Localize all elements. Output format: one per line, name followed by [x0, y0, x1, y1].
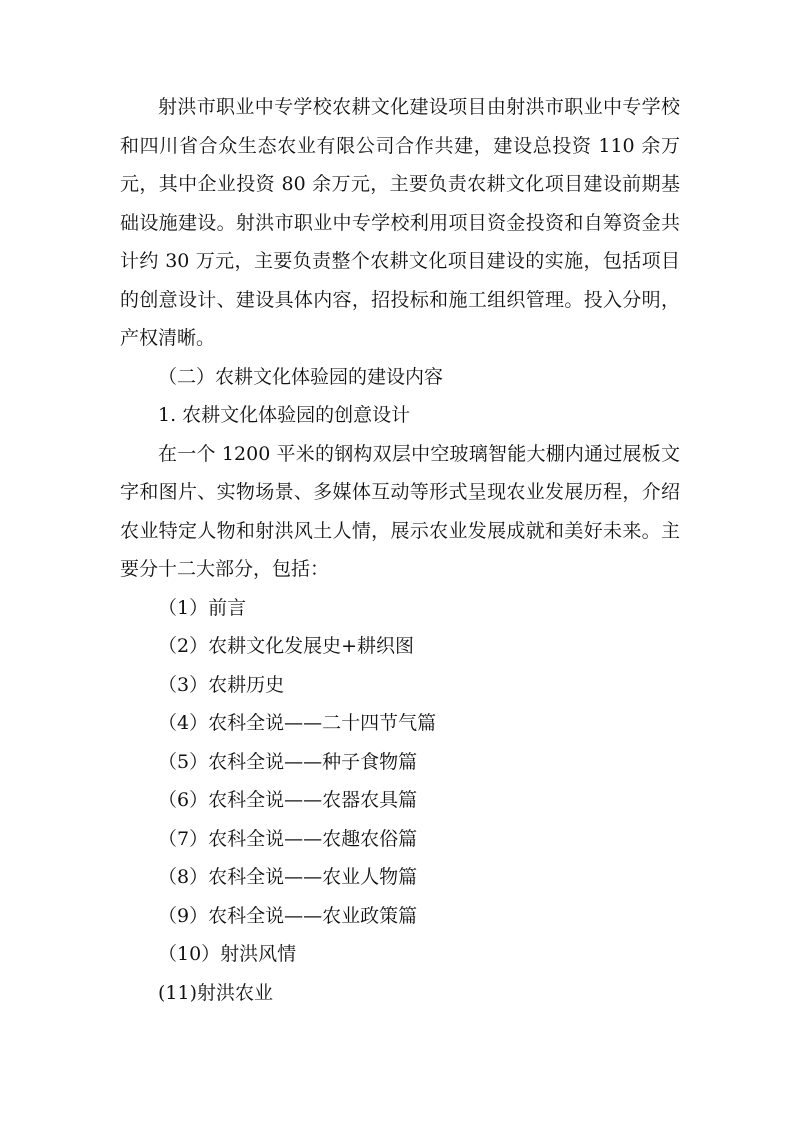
- list-item: （8）农科全说——农业人物篇: [158, 866, 418, 888]
- list-item: （4）农科全说——二十四节气篇: [158, 712, 437, 734]
- list-item: （10）射洪风情: [158, 943, 297, 965]
- intro-paragraph: 射洪市职业中专学校农耕文化建设项目由射洪市职业中专学校和四川省合众生态农业有限公司合作共建，建设总投资 110 余万元，其中企业投资 80 余万元，主要负责农耕文化项目建设前期基础设施建设。射洪市职业中专学校利用项目资金投资和自筹资金共计约 30 万元，主要负责整个农耕文化项目建设的实施，包括项目的创意设计、建设具体内容，招投标和施工组织管理。投入分明，产权清晰。: [120, 96, 680, 349]
- list-item: （5）农科全说——种子食物篇: [158, 750, 418, 773]
- list-item: （3）农耕历史: [158, 673, 285, 696]
- list-item: （6）农科全说——农器农具篇: [158, 789, 418, 811]
- section-list: [120, 589, 680, 1013]
- section-heading: （二）农耕文化体验园的建设内容: [158, 365, 444, 388]
- design-paragraph: 在一个 1200 平米的钢构双层中空玻璃智能大棚内通过展板文字和图片、实物场景、多媒体互动等形式呈现农业发展历程，介绍农业特定人物和射洪风土人情，展示农业发展成就和美好未来。主要分十二大部分，包括：: [120, 442, 680, 580]
- list-item: （9）农科全说——农业政策篇: [158, 904, 418, 927]
- list-item: （1）前言: [158, 596, 247, 619]
- list-item: （2）农耕文化发展史+耕织图: [158, 635, 415, 657]
- document-body: [120, 88, 680, 1012]
- list-item: （7）农科全说——农趣农俗篇: [158, 827, 418, 850]
- list-item: (11)射洪农业: [158, 981, 274, 1004]
- subsection-heading: 1. 农耕文化体验园的创意设计: [158, 404, 411, 426]
